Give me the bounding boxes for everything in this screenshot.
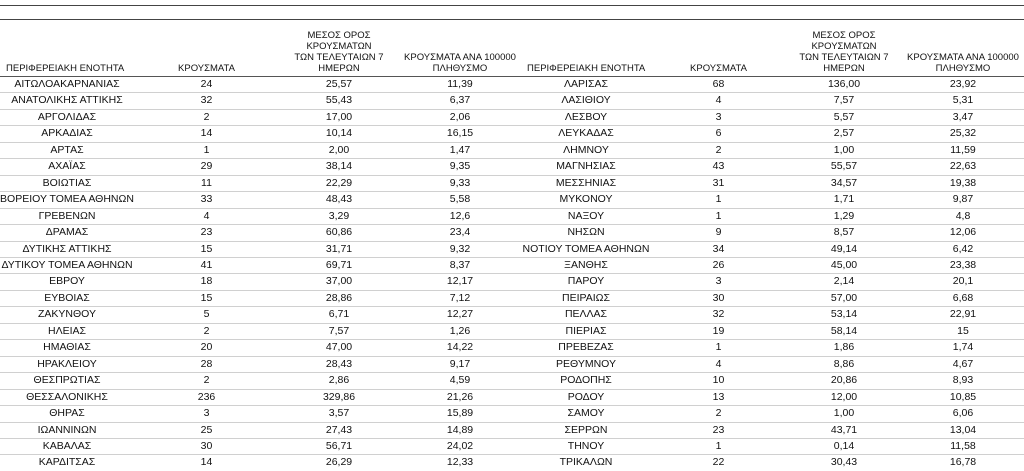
right-region-cell: ΛΑΡΙΣΑΣ <box>521 77 651 93</box>
left-per-cell: 8,37 <box>399 257 521 273</box>
left-region-cell: ΑΝΑΤΟΛΙΚΗΣ ΑΤΤΙΚΗΣ <box>0 93 134 109</box>
left-region-cell: ΔΥΤΙΚΗΣ ΑΤΤΙΚΗΣ <box>0 241 134 257</box>
right-avg-cell: 7,57 <box>786 93 902 109</box>
table-row <box>0 93 1024 109</box>
left-avg-cell: 329,86 <box>279 389 399 405</box>
right-per-cell: 8,93 <box>902 373 1024 389</box>
left-region-cell: ΔΡΑΜΑΣ <box>0 225 134 241</box>
right-region-cell: ΝΑΞΟΥ <box>521 208 651 224</box>
right-avg-cell: 45,00 <box>786 257 902 273</box>
cases-table-sheet <box>0 19 1024 471</box>
right-cases-cell: 10 <box>651 373 786 389</box>
header-avg-left-line2: ΤΩΝ ΤΕΛΕΥΤΑΙΩΝ 7 <box>294 52 384 63</box>
header-region-left: ΠΕΡΙΦΕΡΕΙΑΚΗ ΕΝΟΤΗΤΑ <box>6 63 125 74</box>
left-region-cell: ΑΙΤΩΛΟΑΚΑΡΝΑΝΙΑΣ <box>0 77 134 93</box>
header-avg-left-line3: ΗΜΕΡΩΝ <box>318 63 360 74</box>
left-region-cell: ΑΡΚΑΔΙΑΣ <box>0 126 134 142</box>
right-per-cell: 6,42 <box>902 241 1024 257</box>
left-cases-cell: 15 <box>134 241 279 257</box>
right-per-cell: 19,38 <box>902 175 1024 191</box>
table-row <box>0 208 1024 224</box>
header-avg-left-line1: ΜΕΣΟΣ ΟΡΟΣ ΚΡΟΥΣΜΑΤΩΝ <box>306 30 372 52</box>
right-avg-cell: 8,86 <box>786 356 902 372</box>
left-avg-cell: 56,71 <box>279 438 399 454</box>
left-avg-cell: 55,43 <box>279 93 399 109</box>
right-avg-cell: 2,57 <box>786 126 902 142</box>
table-row <box>0 307 1024 323</box>
right-region-cell: ΝΗΣΩΝ <box>521 225 651 241</box>
left-cases-cell: 2 <box>134 323 279 339</box>
left-per-cell: 9,33 <box>399 175 521 191</box>
left-region-cell: ΘΗΡΑΣ <box>0 406 134 422</box>
table-row <box>0 159 1024 175</box>
right-region-cell: ΛΗΜΝΟΥ <box>521 142 651 158</box>
right-cases-cell: 68 <box>651 77 786 93</box>
right-avg-cell: 0,14 <box>786 438 902 454</box>
right-cases-cell: 1 <box>651 192 786 208</box>
right-region-cell: ΣΑΜΟΥ <box>521 406 651 422</box>
header-per-left <box>399 20 521 77</box>
right-cases-cell: 6 <box>651 126 786 142</box>
header-per-right <box>902 20 1024 77</box>
right-avg-cell: 1,71 <box>786 192 902 208</box>
right-per-cell: 22,63 <box>902 159 1024 175</box>
left-avg-cell: 17,00 <box>279 109 399 125</box>
right-cases-cell: 22 <box>651 455 786 471</box>
left-cases-cell: 28 <box>134 356 279 372</box>
left-per-cell: 12,33 <box>399 455 521 471</box>
left-avg-cell: 26,29 <box>279 455 399 471</box>
left-avg-cell: 69,71 <box>279 257 399 273</box>
right-cases-cell: 43 <box>651 159 786 175</box>
left-region-cell: ΕΒΡΟΥ <box>0 274 134 290</box>
right-avg-cell: 136,00 <box>786 77 902 93</box>
right-region-cell: ΠΙΕΡΙΑΣ <box>521 323 651 339</box>
left-cases-cell: 20 <box>134 340 279 356</box>
right-avg-cell: 1,00 <box>786 142 902 158</box>
left-cases-cell: 15 <box>134 290 279 306</box>
left-avg-cell: 48,43 <box>279 192 399 208</box>
right-per-cell: 3,47 <box>902 109 1024 125</box>
left-per-cell: 11,39 <box>399 77 521 93</box>
left-region-cell: ΚΑΡΔΙΤΣΑΣ <box>0 455 134 471</box>
left-avg-cell: 37,00 <box>279 274 399 290</box>
right-avg-cell: 57,00 <box>786 290 902 306</box>
right-cases-cell: 9 <box>651 225 786 241</box>
right-per-cell: 11,59 <box>902 142 1024 158</box>
right-cases-cell: 1 <box>651 208 786 224</box>
left-per-cell: 12,17 <box>399 274 521 290</box>
right-per-cell: 15 <box>902 323 1024 339</box>
left-region-cell: ΒΟΡΕΙΟΥ ΤΟΜΕΑ ΑΘΗΝΩΝ <box>0 192 134 208</box>
left-avg-cell: 3,57 <box>279 406 399 422</box>
left-per-cell: 16,15 <box>399 126 521 142</box>
header-per-right-line2: ΠΛΗΘΥΣΜΟ <box>935 63 991 74</box>
right-avg-cell: 55,57 <box>786 159 902 175</box>
left-region-cell: ΗΜΑΘΙΑΣ <box>0 340 134 356</box>
table-row <box>0 77 1024 93</box>
left-region-cell: ΙΩΑΝΝΙΝΩΝ <box>0 422 134 438</box>
right-cases-cell: 32 <box>651 307 786 323</box>
left-avg-cell: 22,29 <box>279 175 399 191</box>
left-region-cell: ΗΡΑΚΛΕΙΟΥ <box>0 356 134 372</box>
header-region-right: ΠΕΡΙΦΕΡΕΙΑΚΗ ΕΝΟΤΗΤΑ <box>527 63 646 74</box>
header-per-right-line1: ΚΡΟΥΣΜΑΤΑ ΑΝΑ 100000 <box>907 52 1019 63</box>
table-row <box>0 373 1024 389</box>
table-row <box>0 126 1024 142</box>
table-row <box>0 455 1024 471</box>
right-per-cell: 23,92 <box>902 77 1024 93</box>
left-region-cell: ΔΥΤΙΚΟΥ ΤΟΜΕΑ ΑΘΗΝΩΝ <box>0 257 134 273</box>
left-region-cell: ΑΡΤΑΣ <box>0 142 134 158</box>
header-avg-right <box>786 20 902 77</box>
right-per-cell: 22,91 <box>902 307 1024 323</box>
table-row <box>0 290 1024 306</box>
left-cases-cell: 14 <box>134 126 279 142</box>
left-region-cell: ΗΛΕΙΑΣ <box>0 323 134 339</box>
header-avg-right-line1: ΜΕΣΟΣ ΟΡΟΣ ΚΡΟΥΣΜΑΤΩΝ <box>811 30 877 52</box>
table-header <box>0 20 1024 77</box>
left-cases-cell: 2 <box>134 109 279 125</box>
right-per-cell: 4,8 <box>902 208 1024 224</box>
left-cases-cell: 24 <box>134 77 279 93</box>
left-cases-cell: 23 <box>134 225 279 241</box>
left-avg-cell: 27,43 <box>279 422 399 438</box>
right-per-cell: 1,74 <box>902 340 1024 356</box>
right-cases-cell: 1 <box>651 438 786 454</box>
left-avg-cell: 31,71 <box>279 241 399 257</box>
left-cases-cell: 30 <box>134 438 279 454</box>
right-cases-cell: 34 <box>651 241 786 257</box>
left-per-cell: 12,27 <box>399 307 521 323</box>
right-region-cell: ΡΟΔΟΠΗΣ <box>521 373 651 389</box>
right-avg-cell: 58,14 <box>786 323 902 339</box>
right-region-cell: ΤΗΝΟΥ <box>521 438 651 454</box>
right-region-cell: ΛΕΣΒΟΥ <box>521 109 651 125</box>
right-region-cell: ΤΡΙΚΑΛΩΝ <box>521 455 651 471</box>
table-row <box>0 192 1024 208</box>
right-region-cell: ΛΕΥΚΑΔΑΣ <box>521 126 651 142</box>
right-per-cell: 9,87 <box>902 192 1024 208</box>
right-avg-cell: 8,57 <box>786 225 902 241</box>
left-per-cell: 21,26 <box>399 389 521 405</box>
right-region-cell: ΠΑΡΟΥ <box>521 274 651 290</box>
left-per-cell: 24,02 <box>399 438 521 454</box>
right-avg-cell: 53,14 <box>786 307 902 323</box>
table-row <box>0 257 1024 273</box>
left-per-cell: 12,6 <box>399 208 521 224</box>
left-per-cell: 7,12 <box>399 290 521 306</box>
right-per-cell: 10,85 <box>902 389 1024 405</box>
right-per-cell: 6,68 <box>902 290 1024 306</box>
right-cases-cell: 31 <box>651 175 786 191</box>
left-per-cell: 15,89 <box>399 406 521 422</box>
table-body <box>0 77 1024 471</box>
right-region-cell: ΜΥΚΟΝΟΥ <box>521 192 651 208</box>
table-row <box>0 438 1024 454</box>
right-region-cell: ΡΟΔΟΥ <box>521 389 651 405</box>
header-avg-left <box>279 20 399 77</box>
left-cases-cell: 3 <box>134 406 279 422</box>
cases-by-region-table <box>0 20 1024 471</box>
table-row <box>0 175 1024 191</box>
left-cases-cell: 33 <box>134 192 279 208</box>
right-avg-cell: 20,86 <box>786 373 902 389</box>
left-region-cell: ΚΑΒΑΛΑΣ <box>0 438 134 454</box>
right-region-cell: ΝΟΤΙΟΥ ΤΟΜΕΑ ΑΘΗΝΩΝ <box>521 241 651 257</box>
left-cases-cell: 14 <box>134 455 279 471</box>
left-per-cell: 1,47 <box>399 142 521 158</box>
left-per-cell: 23,4 <box>399 225 521 241</box>
left-region-cell: ΑΡΓΟΛΙΔΑΣ <box>0 109 134 125</box>
header-avg-right-line2: ΤΩΝ ΤΕΛΕΥΤΑΙΩΝ 7 <box>799 52 889 63</box>
right-avg-cell: 1,29 <box>786 208 902 224</box>
left-cases-cell: 1 <box>134 142 279 158</box>
left-avg-cell: 38,14 <box>279 159 399 175</box>
right-region-cell: ΠΕΙΡΑΙΩΣ <box>521 290 651 306</box>
left-per-cell: 6,37 <box>399 93 521 109</box>
right-per-cell: 4,67 <box>902 356 1024 372</box>
table-row <box>0 340 1024 356</box>
right-per-cell: 11,58 <box>902 438 1024 454</box>
right-region-cell: ΠΕΛΛΑΣ <box>521 307 651 323</box>
left-region-cell: ΖΑΚΥΝΘΟΥ <box>0 307 134 323</box>
left-per-cell: 9,17 <box>399 356 521 372</box>
left-avg-cell: 2,00 <box>279 142 399 158</box>
right-avg-cell: 1,00 <box>786 406 902 422</box>
right-cases-cell: 30 <box>651 290 786 306</box>
left-cases-cell: 5 <box>134 307 279 323</box>
left-region-cell: ΓΡΕΒΕΝΩΝ <box>0 208 134 224</box>
left-cases-cell: 25 <box>134 422 279 438</box>
header-cases-right: ΚΡΟΥΣΜΑΤΑ <box>690 63 747 74</box>
table-row <box>0 406 1024 422</box>
left-avg-cell: 10,14 <box>279 126 399 142</box>
table-row <box>0 274 1024 290</box>
right-avg-cell: 49,14 <box>786 241 902 257</box>
header-avg-right-line3: ΗΜΕΡΩΝ <box>823 63 865 74</box>
left-cases-cell: 41 <box>134 257 279 273</box>
header-per-left-line1: ΚΡΟΥΣΜΑΤΑ ΑΝΑ 100000 <box>404 52 516 63</box>
right-avg-cell: 1,86 <box>786 340 902 356</box>
right-avg-cell: 5,57 <box>786 109 902 125</box>
right-per-cell: 23,38 <box>902 257 1024 273</box>
left-avg-cell: 6,71 <box>279 307 399 323</box>
left-per-cell: 9,35 <box>399 159 521 175</box>
left-avg-cell: 47,00 <box>279 340 399 356</box>
right-cases-cell: 2 <box>651 142 786 158</box>
right-region-cell: ΞΑΝΘΗΣ <box>521 257 651 273</box>
table-row <box>0 109 1024 125</box>
table-row <box>0 389 1024 405</box>
right-region-cell: ΜΕΣΣΗΝΙΑΣ <box>521 175 651 191</box>
left-region-cell: ΒΟΙΩΤΙΑΣ <box>0 175 134 191</box>
left-avg-cell: 60,86 <box>279 225 399 241</box>
right-cases-cell: 26 <box>651 257 786 273</box>
right-per-cell: 12,06 <box>902 225 1024 241</box>
left-cases-cell: 2 <box>134 373 279 389</box>
right-per-cell: 5,31 <box>902 93 1024 109</box>
right-region-cell: ΡΕΘΥΜΝΟΥ <box>521 356 651 372</box>
left-avg-cell: 7,57 <box>279 323 399 339</box>
top-rule <box>0 5 1024 6</box>
table-row <box>0 422 1024 438</box>
left-avg-cell: 3,29 <box>279 208 399 224</box>
right-avg-cell: 30,43 <box>786 455 902 471</box>
table-row <box>0 241 1024 257</box>
header-per-left-line2: ΠΛΗΘΥΣΜΟ <box>432 63 488 74</box>
header-row <box>0 20 1024 77</box>
left-per-cell: 5,58 <box>399 192 521 208</box>
right-per-cell: 25,32 <box>902 126 1024 142</box>
left-cases-cell: 29 <box>134 159 279 175</box>
right-region-cell: ΣΕΡΡΩΝ <box>521 422 651 438</box>
right-cases-cell: 3 <box>651 274 786 290</box>
left-cases-cell: 236 <box>134 389 279 405</box>
left-per-cell: 4,59 <box>399 373 521 389</box>
left-cases-cell: 32 <box>134 93 279 109</box>
right-per-cell: 6,06 <box>902 406 1024 422</box>
right-cases-cell: 4 <box>651 356 786 372</box>
table-row <box>0 356 1024 372</box>
right-per-cell: 16,78 <box>902 455 1024 471</box>
left-region-cell: ΕΥΒΟΙΑΣ <box>0 290 134 306</box>
right-region-cell: ΠΡΕΒΕΖΑΣ <box>521 340 651 356</box>
left-per-cell: 9,32 <box>399 241 521 257</box>
table-row <box>0 225 1024 241</box>
right-region-cell: ΜΑΓΝΗΣΙΑΣ <box>521 159 651 175</box>
right-avg-cell: 2,14 <box>786 274 902 290</box>
header-cases-left: ΚΡΟΥΣΜΑΤΑ <box>178 63 235 74</box>
left-cases-cell: 4 <box>134 208 279 224</box>
right-avg-cell: 34,57 <box>786 175 902 191</box>
right-cases-cell: 23 <box>651 422 786 438</box>
left-per-cell: 1,26 <box>399 323 521 339</box>
right-cases-cell: 1 <box>651 340 786 356</box>
left-avg-cell: 25,57 <box>279 77 399 93</box>
right-per-cell: 13,04 <box>902 422 1024 438</box>
right-cases-cell: 13 <box>651 389 786 405</box>
left-region-cell: ΘΕΣΣΑΛΟΝΙΚΗΣ <box>0 389 134 405</box>
left-per-cell: 14,22 <box>399 340 521 356</box>
right-cases-cell: 2 <box>651 406 786 422</box>
left-per-cell: 2,06 <box>399 109 521 125</box>
right-avg-cell: 43,71 <box>786 422 902 438</box>
left-per-cell: 14,89 <box>399 422 521 438</box>
right-per-cell: 20,1 <box>902 274 1024 290</box>
right-avg-cell: 12,00 <box>786 389 902 405</box>
left-avg-cell: 2,86 <box>279 373 399 389</box>
right-cases-cell: 19 <box>651 323 786 339</box>
left-region-cell: ΑΧΑΪΑΣ <box>0 159 134 175</box>
right-region-cell: ΛΑΣΙΘΙΟΥ <box>521 93 651 109</box>
left-cases-cell: 18 <box>134 274 279 290</box>
right-cases-cell: 4 <box>651 93 786 109</box>
left-region-cell: ΘΕΣΠΡΩΤΙΑΣ <box>0 373 134 389</box>
table-row <box>0 323 1024 339</box>
left-cases-cell: 11 <box>134 175 279 191</box>
table-row <box>0 142 1024 158</box>
left-avg-cell: 28,43 <box>279 356 399 372</box>
right-cases-cell: 3 <box>651 109 786 125</box>
left-avg-cell: 28,86 <box>279 290 399 306</box>
